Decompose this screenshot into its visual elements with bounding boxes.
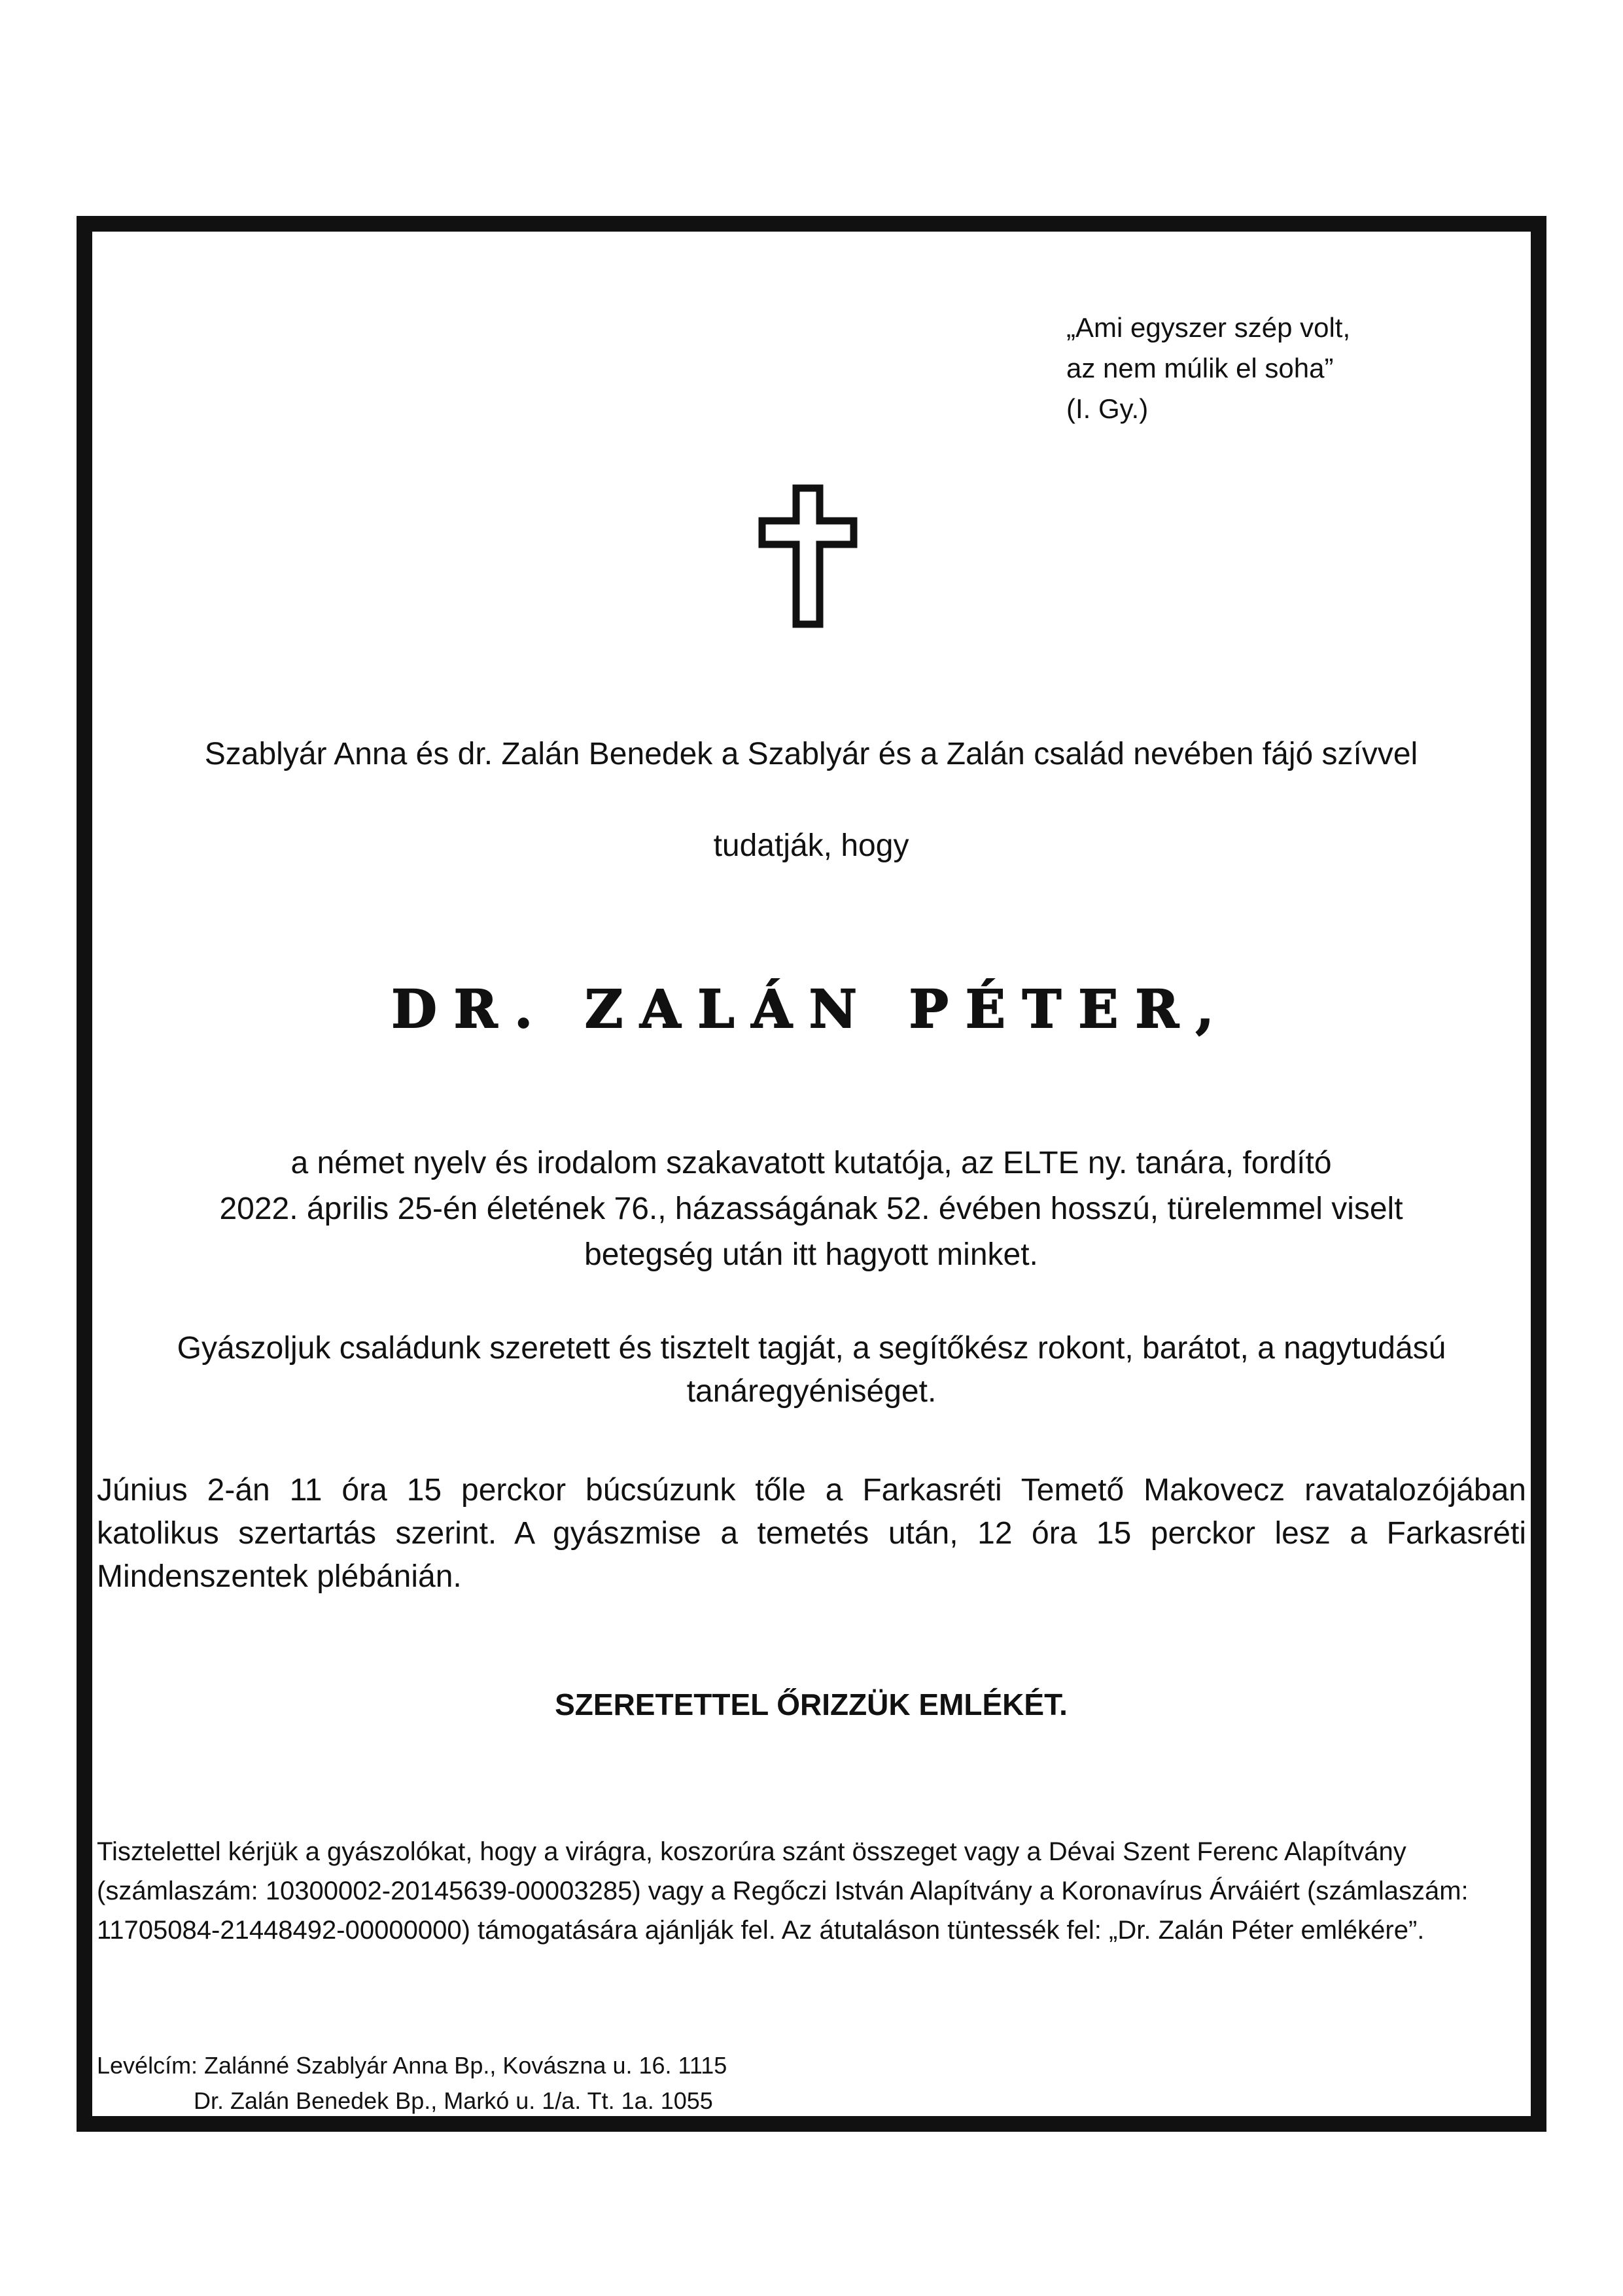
details-line-1: a német nyelv és irodalom szakavatott kutatója, az ELTE ny. tanára, fordító [290,1146,1332,1180]
deceased-name: DR. ZALÁN PÉTER, [391,978,1231,1040]
quote-line-2: az nem múlik el soha” [1066,353,1334,383]
latin-cross-icon [756,484,860,628]
donation-request: Tisztelettel kérjük a gyászolókat, hogy a virágra, koszorúra szánt összeget vagy a Dévai Szent Ferenc Alapítvány (számlaszám: 10300002-20145639-00003285) vagy a Regőczi István Alapítvány a Koronavírus Árváiért (számlaszám: 11705084-21448492-00000000) támogatására ajánlják fel. Az átutaláson tüntessék fel: „Dr. Zalán Péter emlékére”. [97,1837,1469,1945]
details-line-3: betegség után itt hagyott minket. [584,1237,1038,1272]
announcement-line-2: tudatják, hogy [713,828,909,863]
epigraph-quote [1066,308,1350,429]
motto-heading: SZERETETTEL ŐRIZZÜK EMLÉKÉT. [555,1687,1068,1722]
address-line-2: Dr. Zalán Benedek Bp., Markó u. 1/a. Tt. 1a. 1055 [194,2087,713,2114]
address-line-1: Levélcím: Zalánné Szablyár Anna Bp., Kovászna u. 16. 1115 [97,2052,727,2079]
mourning-paragraph: Gyászoljuk családunk szeretett és tisztelt tagját, a segítőkész rokont, barátot, a nagytudású tanáregyéniséget. [177,1331,1446,1409]
funeral-paragraph: Június 2-án 11 óra 15 perckor búcsúzunk tőle a Farkasréti Temető Makovecz ravatalozójában katolikus szertartás szerint. A gyászmise a temetés után, 12 óra 15 perckor lesz a Farkasréti Mindenszentek plébánián. [97,1473,1526,1594]
details-line-2: 2022. április 25-én életének 76., házasságának 52. évében hosszú, türelemmel viselt [219,1192,1403,1226]
mailing-address [97,2048,727,2119]
quote-author: (I. Gy.) [1066,393,1149,424]
announcement-line-1: Szablyár Anna és dr. Zalán Benedek a Szablyár és a Zalán család nevében fájó szívvel [204,737,1418,771]
quote-line-1: „Ami egyszer szép volt, [1066,312,1351,343]
